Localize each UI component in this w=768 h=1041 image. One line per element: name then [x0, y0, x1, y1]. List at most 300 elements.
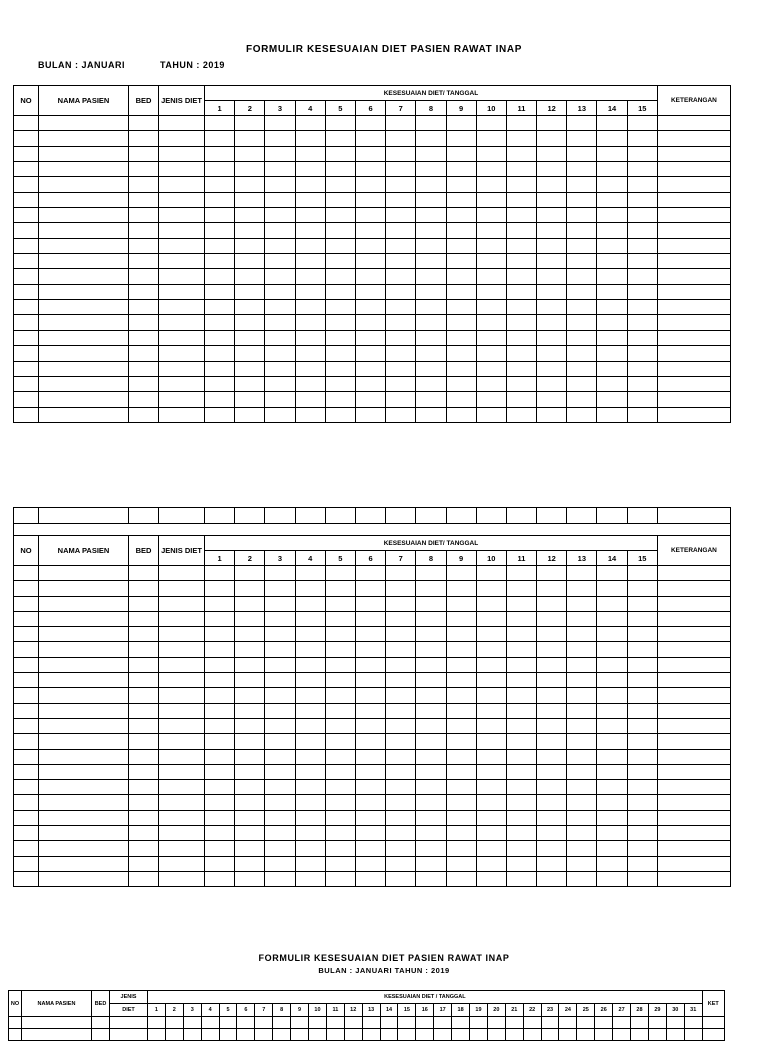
table-cell[interactable]: [416, 764, 446, 779]
table-cell[interactable]: [355, 596, 385, 611]
table-cell[interactable]: [235, 826, 265, 841]
table-cell[interactable]: [129, 734, 159, 749]
table-cell[interactable]: [506, 581, 536, 596]
table-cell[interactable]: [159, 596, 205, 611]
table-cell[interactable]: [129, 177, 159, 192]
table-cell[interactable]: [205, 162, 235, 177]
table-cell[interactable]: [14, 856, 39, 871]
table-cell[interactable]: [235, 795, 265, 810]
table-cell[interactable]: [205, 238, 235, 253]
table-cell[interactable]: [14, 795, 39, 810]
table-cell[interactable]: [325, 734, 355, 749]
table-cell[interactable]: [205, 749, 235, 764]
table-cell[interactable]: [666, 1017, 684, 1029]
table-cell[interactable]: [684, 1017, 702, 1029]
table-cell[interactable]: [159, 131, 205, 146]
table-cell[interactable]: [355, 300, 385, 315]
table-cell[interactable]: [14, 116, 39, 131]
table-cell[interactable]: [416, 131, 446, 146]
table-cell[interactable]: [506, 361, 536, 376]
table-cell[interactable]: [14, 131, 39, 146]
table-cell[interactable]: [159, 627, 205, 642]
table-cell[interactable]: [597, 254, 627, 269]
table-cell[interactable]: [506, 673, 536, 688]
table-cell[interactable]: [265, 330, 295, 345]
table-cell[interactable]: [537, 566, 567, 581]
table-cell[interactable]: [235, 703, 265, 718]
table-cell[interactable]: [129, 508, 159, 524]
table-cell[interactable]: [537, 642, 567, 657]
table-cell[interactable]: [657, 177, 730, 192]
table-cell[interactable]: [657, 657, 730, 672]
table-cell[interactable]: [386, 566, 416, 581]
table-cell[interactable]: [355, 718, 385, 733]
table-cell[interactable]: [355, 177, 385, 192]
table-cell[interactable]: [398, 1017, 416, 1029]
table-cell[interactable]: [506, 841, 536, 856]
table-cell[interactable]: [205, 611, 235, 626]
table-cell[interactable]: [355, 826, 385, 841]
table-cell[interactable]: [597, 826, 627, 841]
table-cell[interactable]: [648, 1017, 666, 1029]
table-cell[interactable]: [159, 162, 205, 177]
table-cell[interactable]: [295, 566, 325, 581]
table-cell[interactable]: [362, 1029, 380, 1041]
table-cell[interactable]: [265, 254, 295, 269]
table-cell[interactable]: [325, 177, 355, 192]
table-cell[interactable]: [446, 238, 476, 253]
table-cell[interactable]: [506, 642, 536, 657]
table-cell[interactable]: [476, 596, 506, 611]
table-cell[interactable]: [295, 315, 325, 330]
table-cell[interactable]: [537, 581, 567, 596]
table-cell[interactable]: [506, 300, 536, 315]
table-cell[interactable]: [14, 749, 39, 764]
table-cell[interactable]: [129, 841, 159, 856]
table-cell[interactable]: [309, 1029, 327, 1041]
table-cell[interactable]: [237, 1017, 255, 1029]
table-cell[interactable]: [657, 131, 730, 146]
table-cell[interactable]: [205, 330, 235, 345]
table-cell[interactable]: [657, 566, 730, 581]
table-cell[interactable]: [506, 718, 536, 733]
table-cell[interactable]: [446, 795, 476, 810]
table-cell[interactable]: [567, 657, 597, 672]
table-cell[interactable]: [476, 826, 506, 841]
table-cell[interactable]: [110, 1017, 148, 1029]
table-cell[interactable]: [476, 841, 506, 856]
table-cell[interactable]: [657, 642, 730, 657]
table-cell[interactable]: [14, 627, 39, 642]
table-cell[interactable]: [205, 177, 235, 192]
table-cell[interactable]: [657, 392, 730, 407]
table-cell[interactable]: [129, 596, 159, 611]
table-cell[interactable]: [295, 223, 325, 238]
table-cell[interactable]: [446, 611, 476, 626]
table-cell[interactable]: [205, 192, 235, 207]
table-cell[interactable]: [129, 269, 159, 284]
table-cell[interactable]: [265, 749, 295, 764]
table-cell[interactable]: [14, 208, 39, 223]
table-cell[interactable]: [205, 269, 235, 284]
table-cell[interactable]: [159, 657, 205, 672]
table-cell[interactable]: [235, 300, 265, 315]
table-cell[interactable]: [386, 238, 416, 253]
table-cell[interactable]: [627, 871, 657, 886]
table-cell[interactable]: [205, 116, 235, 131]
table-cell[interactable]: [265, 392, 295, 407]
table-cell[interactable]: [205, 795, 235, 810]
table-cell[interactable]: [506, 146, 536, 161]
table-cell[interactable]: [597, 116, 627, 131]
table-cell[interactable]: [265, 734, 295, 749]
table-cell[interactable]: [235, 718, 265, 733]
table-cell[interactable]: [39, 780, 129, 795]
table-cell[interactable]: [657, 361, 730, 376]
table-cell[interactable]: [255, 1029, 273, 1041]
table-cell[interactable]: [537, 330, 567, 345]
table-cell[interactable]: [129, 856, 159, 871]
table-cell[interactable]: [110, 1029, 148, 1041]
table-cell[interactable]: [386, 315, 416, 330]
table-cell[interactable]: [129, 795, 159, 810]
table-cell[interactable]: [39, 346, 129, 361]
table-cell[interactable]: [537, 688, 567, 703]
table-cell[interactable]: [159, 673, 205, 688]
table-cell[interactable]: [235, 269, 265, 284]
table-cell[interactable]: [159, 116, 205, 131]
table-cell[interactable]: [355, 703, 385, 718]
table-cell[interactable]: [476, 508, 506, 524]
table-cell[interactable]: [446, 642, 476, 657]
table-cell[interactable]: [295, 269, 325, 284]
table-cell[interactable]: [627, 703, 657, 718]
table-cell[interactable]: [702, 1029, 724, 1041]
table-cell[interactable]: [416, 300, 446, 315]
table-cell[interactable]: [537, 627, 567, 642]
table-cell[interactable]: [416, 254, 446, 269]
table-cell[interactable]: [14, 162, 39, 177]
table-cell[interactable]: [159, 749, 205, 764]
table-cell[interactable]: [567, 254, 597, 269]
table-cell[interactable]: [355, 254, 385, 269]
table-cell[interactable]: [362, 1017, 380, 1029]
table-cell[interactable]: [627, 269, 657, 284]
table-cell[interactable]: [14, 703, 39, 718]
table-cell[interactable]: [14, 177, 39, 192]
table-cell[interactable]: [129, 703, 159, 718]
table-cell[interactable]: [657, 223, 730, 238]
table-cell[interactable]: [657, 407, 730, 422]
table-cell[interactable]: [416, 208, 446, 223]
table-cell[interactable]: [205, 131, 235, 146]
table-cell[interactable]: [201, 1029, 219, 1041]
table-cell[interactable]: [657, 269, 730, 284]
table-cell[interactable]: [567, 780, 597, 795]
table-cell[interactable]: [129, 392, 159, 407]
table-cell[interactable]: [597, 131, 627, 146]
table-cell[interactable]: [657, 826, 730, 841]
table-cell[interactable]: [398, 1029, 416, 1041]
table-cell[interactable]: [39, 642, 129, 657]
table-cell[interactable]: [657, 718, 730, 733]
table-cell[interactable]: [265, 131, 295, 146]
table-cell[interactable]: [567, 627, 597, 642]
table-cell[interactable]: [446, 734, 476, 749]
table-cell[interactable]: [627, 330, 657, 345]
table-cell[interactable]: [129, 284, 159, 299]
table-cell[interactable]: [597, 300, 627, 315]
table-cell[interactable]: [129, 116, 159, 131]
table-cell[interactable]: [537, 376, 567, 391]
table-cell[interactable]: [597, 764, 627, 779]
table-cell[interactable]: [446, 254, 476, 269]
table-cell[interactable]: [265, 566, 295, 581]
table-cell[interactable]: [476, 642, 506, 657]
table-cell[interactable]: [326, 1017, 344, 1029]
table-cell[interactable]: [386, 871, 416, 886]
table-cell[interactable]: [39, 508, 129, 524]
table-cell[interactable]: [325, 392, 355, 407]
table-cell[interactable]: [159, 566, 205, 581]
table-cell[interactable]: [205, 208, 235, 223]
table-cell[interactable]: [265, 642, 295, 657]
table-cell[interactable]: [657, 703, 730, 718]
table-cell[interactable]: [39, 315, 129, 330]
table-cell[interactable]: [295, 734, 325, 749]
table-cell[interactable]: [537, 749, 567, 764]
table-cell[interactable]: [235, 749, 265, 764]
table-cell[interactable]: [325, 162, 355, 177]
table-cell[interactable]: [39, 703, 129, 718]
table-cell[interactable]: [416, 284, 446, 299]
table-cell[interactable]: [627, 642, 657, 657]
table-cell[interactable]: [39, 764, 129, 779]
table-cell[interactable]: [295, 192, 325, 207]
table-cell[interactable]: [567, 146, 597, 161]
table-cell[interactable]: [567, 718, 597, 733]
table-cell[interactable]: [355, 764, 385, 779]
table-cell[interactable]: [129, 581, 159, 596]
table-cell[interactable]: [325, 780, 355, 795]
table-cell[interactable]: [325, 361, 355, 376]
table-cell[interactable]: [159, 361, 205, 376]
table-cell[interactable]: [205, 734, 235, 749]
table-cell[interactable]: [265, 146, 295, 161]
table-cell[interactable]: [14, 146, 39, 161]
table-cell[interactable]: [567, 162, 597, 177]
table-cell[interactable]: [355, 131, 385, 146]
table-cell[interactable]: [159, 734, 205, 749]
table-cell[interactable]: [205, 146, 235, 161]
table-cell[interactable]: [567, 871, 597, 886]
table-cell[interactable]: [627, 223, 657, 238]
table-cell[interactable]: [416, 856, 446, 871]
table-cell[interactable]: [265, 611, 295, 626]
table-cell[interactable]: [129, 749, 159, 764]
table-cell[interactable]: [506, 376, 536, 391]
table-cell[interactable]: [205, 254, 235, 269]
table-cell[interactable]: [446, 116, 476, 131]
table-cell[interactable]: [295, 596, 325, 611]
table-cell[interactable]: [265, 826, 295, 841]
table-cell[interactable]: [657, 284, 730, 299]
table-cell[interactable]: [355, 581, 385, 596]
table-cell[interactable]: [627, 162, 657, 177]
table-cell[interactable]: [487, 1029, 505, 1041]
table-cell[interactable]: [506, 826, 536, 841]
table-cell[interactable]: [235, 116, 265, 131]
table-cell[interactable]: [627, 566, 657, 581]
table-cell[interactable]: [344, 1017, 362, 1029]
table-cell[interactable]: [265, 657, 295, 672]
table-cell[interactable]: [355, 611, 385, 626]
table-cell[interactable]: [416, 192, 446, 207]
table-cell[interactable]: [273, 1017, 291, 1029]
table-cell[interactable]: [235, 284, 265, 299]
table-cell[interactable]: [386, 688, 416, 703]
table-cell[interactable]: [129, 611, 159, 626]
table-cell[interactable]: [537, 392, 567, 407]
table-cell[interactable]: [446, 749, 476, 764]
table-cell[interactable]: [201, 1017, 219, 1029]
table-cell[interactable]: [567, 688, 597, 703]
table-cell[interactable]: [567, 392, 597, 407]
table-cell[interactable]: [597, 734, 627, 749]
table-cell[interactable]: [567, 508, 597, 524]
table-cell[interactable]: [446, 131, 476, 146]
table-cell[interactable]: [235, 871, 265, 886]
table-cell[interactable]: [559, 1017, 577, 1029]
table-cell[interactable]: [159, 611, 205, 626]
table-cell[interactable]: [39, 284, 129, 299]
table-cell[interactable]: [14, 407, 39, 422]
table-cell[interactable]: [537, 718, 567, 733]
table-cell[interactable]: [355, 146, 385, 161]
table-cell[interactable]: [597, 642, 627, 657]
table-cell[interactable]: [627, 673, 657, 688]
table-cell[interactable]: [9, 1017, 22, 1029]
table-cell[interactable]: [325, 315, 355, 330]
table-cell[interactable]: [205, 315, 235, 330]
table-cell[interactable]: [355, 856, 385, 871]
table-cell[interactable]: [295, 330, 325, 345]
table-cell[interactable]: [506, 116, 536, 131]
table-cell[interactable]: [506, 566, 536, 581]
table-cell[interactable]: [295, 764, 325, 779]
table-cell[interactable]: [627, 116, 657, 131]
table-cell[interactable]: [657, 596, 730, 611]
table-cell[interactable]: [235, 330, 265, 345]
table-cell[interactable]: [235, 162, 265, 177]
table-cell[interactable]: [476, 688, 506, 703]
table-cell[interactable]: [627, 764, 657, 779]
table-cell[interactable]: [205, 284, 235, 299]
table-cell[interactable]: [537, 162, 567, 177]
table-cell[interactable]: [129, 254, 159, 269]
table-cell[interactable]: [567, 566, 597, 581]
table-cell[interactable]: [446, 284, 476, 299]
table-cell[interactable]: [39, 162, 129, 177]
table-cell[interactable]: [386, 642, 416, 657]
table-cell[interactable]: [355, 284, 385, 299]
table-cell[interactable]: [129, 764, 159, 779]
table-cell[interactable]: [295, 826, 325, 841]
table-cell[interactable]: [14, 238, 39, 253]
table-cell[interactable]: [476, 376, 506, 391]
table-cell[interactable]: [386, 346, 416, 361]
table-cell[interactable]: [506, 508, 536, 524]
table-cell[interactable]: [295, 749, 325, 764]
table-cell[interactable]: [205, 300, 235, 315]
table-cell[interactable]: [476, 734, 506, 749]
table-cell[interactable]: [537, 238, 567, 253]
table-cell[interactable]: [567, 703, 597, 718]
table-cell[interactable]: [355, 810, 385, 825]
table-cell[interactable]: [446, 703, 476, 718]
table-cell[interactable]: [219, 1029, 237, 1041]
table-cell[interactable]: [597, 780, 627, 795]
table-cell[interactable]: [92, 1029, 110, 1041]
table-cell[interactable]: [446, 871, 476, 886]
table-cell[interactable]: [506, 162, 536, 177]
table-cell[interactable]: [205, 780, 235, 795]
table-cell[interactable]: [627, 346, 657, 361]
table-cell[interactable]: [597, 146, 627, 161]
table-cell[interactable]: [159, 810, 205, 825]
table-cell[interactable]: [657, 764, 730, 779]
table-cell[interactable]: [14, 596, 39, 611]
table-cell[interactable]: [627, 688, 657, 703]
table-cell[interactable]: [235, 734, 265, 749]
table-cell[interactable]: [325, 223, 355, 238]
table-cell[interactable]: [355, 315, 385, 330]
table-cell[interactable]: [291, 1017, 309, 1029]
table-cell[interactable]: [129, 688, 159, 703]
table-cell[interactable]: [159, 581, 205, 596]
table-cell[interactable]: [446, 330, 476, 345]
table-cell[interactable]: [183, 1017, 201, 1029]
table-cell[interactable]: [14, 826, 39, 841]
table-cell[interactable]: [386, 361, 416, 376]
table-cell[interactable]: [355, 162, 385, 177]
table-cell[interactable]: [476, 795, 506, 810]
table-cell[interactable]: [386, 596, 416, 611]
table-cell[interactable]: [476, 392, 506, 407]
table-cell[interactable]: [523, 1029, 541, 1041]
table-cell[interactable]: [325, 330, 355, 345]
table-cell[interactable]: [159, 146, 205, 161]
table-cell[interactable]: [14, 254, 39, 269]
table-cell[interactable]: [597, 581, 627, 596]
table-cell[interactable]: [39, 192, 129, 207]
table-cell[interactable]: [567, 734, 597, 749]
table-cell[interactable]: [39, 749, 129, 764]
table-cell[interactable]: [597, 238, 627, 253]
table-cell[interactable]: [295, 376, 325, 391]
table-cell[interactable]: [476, 346, 506, 361]
table-cell[interactable]: [476, 657, 506, 672]
table-cell[interactable]: [476, 177, 506, 192]
table-cell[interactable]: [657, 841, 730, 856]
table-cell[interactable]: [235, 208, 265, 223]
table-cell[interactable]: [386, 703, 416, 718]
table-cell[interactable]: [446, 841, 476, 856]
table-cell[interactable]: [355, 657, 385, 672]
table-cell[interactable]: [295, 795, 325, 810]
table-cell[interactable]: [567, 810, 597, 825]
table-cell[interactable]: [597, 192, 627, 207]
